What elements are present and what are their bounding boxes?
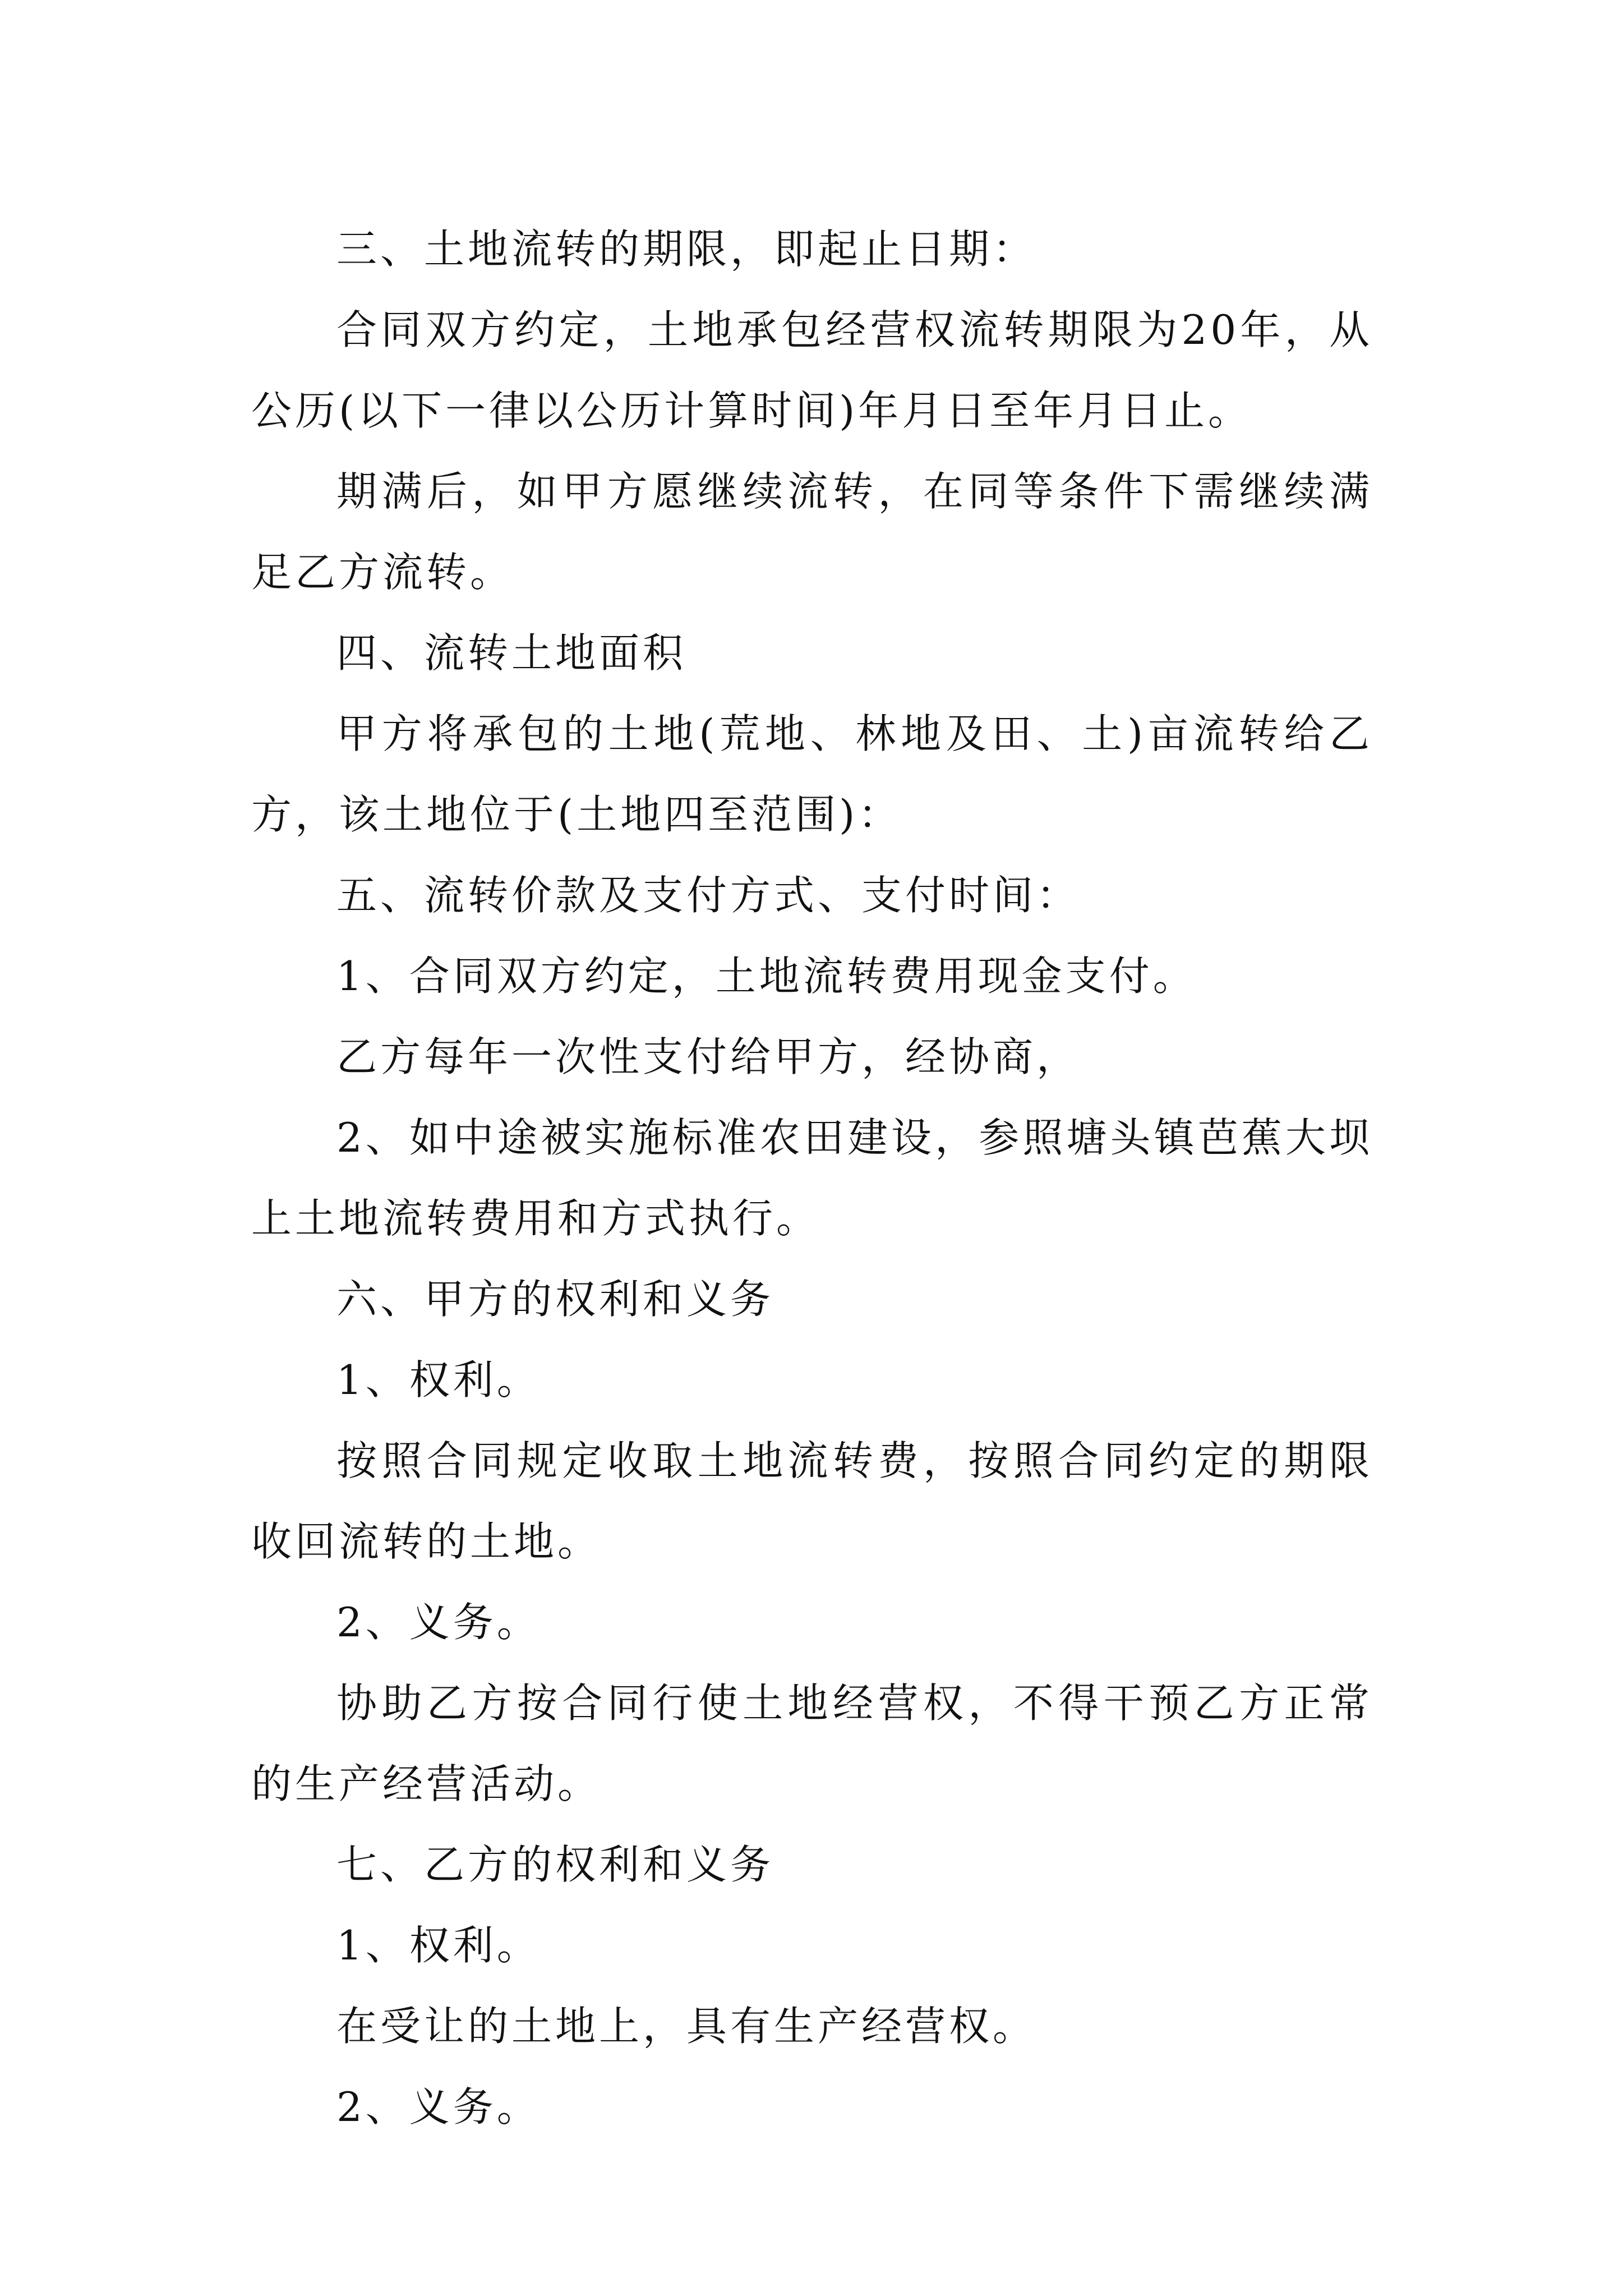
paragraph-party-a-duties: 协助乙方按合同行使土地经营权，不得干预乙方正常的生产经营活动。 — [251, 1680, 1373, 1807]
paragraph-payment-construction: 2、如中途被实施标准农田建设，参照塘头镇芭蕉大坝上土地流转费用和方式执行。 — [251, 1114, 1373, 1242]
paragraph-payment-annual: 乙方每年一次性支付给甲方，经协商， — [336, 1033, 1081, 1080]
paragraph-party-b-rights: 在受让的土地上，具有生产经营权。 — [336, 2003, 1037, 2050]
paragraph-term-agreement: 合同双方约定，土地承包经营权流转期限为20年，从公历(以下一律以公历计算时间)年月日至年月日止。 — [251, 306, 1373, 434]
section-heading-term: 三、土地流转的期限，即起止日期： — [336, 226, 1037, 273]
paragraph-payment-cash: 1、合同双方约定，土地流转费用现金支付。 — [336, 953, 1197, 1000]
section-heading-area: 四、流转土地面积 — [336, 629, 687, 677]
subheading-party-a-rights: 1、权利。 — [336, 1356, 541, 1404]
paragraph-term-renewal: 期满后，如甲方愿继续流转，在同等条件下需继续满足乙方流转。 — [251, 468, 1373, 596]
section-heading-party-b: 七、乙方的权利和义务 — [336, 1841, 774, 1888]
subheading-party-b-duties: 2、义务。 — [336, 2083, 541, 2131]
subheading-party-a-duties: 2、义务。 — [336, 1599, 541, 1646]
subheading-party-b-rights: 1、权利。 — [336, 1922, 541, 1969]
document-body — [251, 209, 1373, 2147]
paragraph-area-details: 甲方将承包的土地(荒地、林地及田、土)亩流转给乙方，该土地位于(土地四至范围)： — [251, 710, 1373, 838]
paragraph-party-a-rights: 按照合同规定收取土地流转费，按照合同约定的期限收回流转的土地。 — [251, 1437, 1373, 1565]
section-heading-party-a: 六、甲方的权利和义务 — [336, 1276, 774, 1323]
section-heading-payment: 五、流转价款及支付方式、支付时间： — [336, 872, 1081, 919]
